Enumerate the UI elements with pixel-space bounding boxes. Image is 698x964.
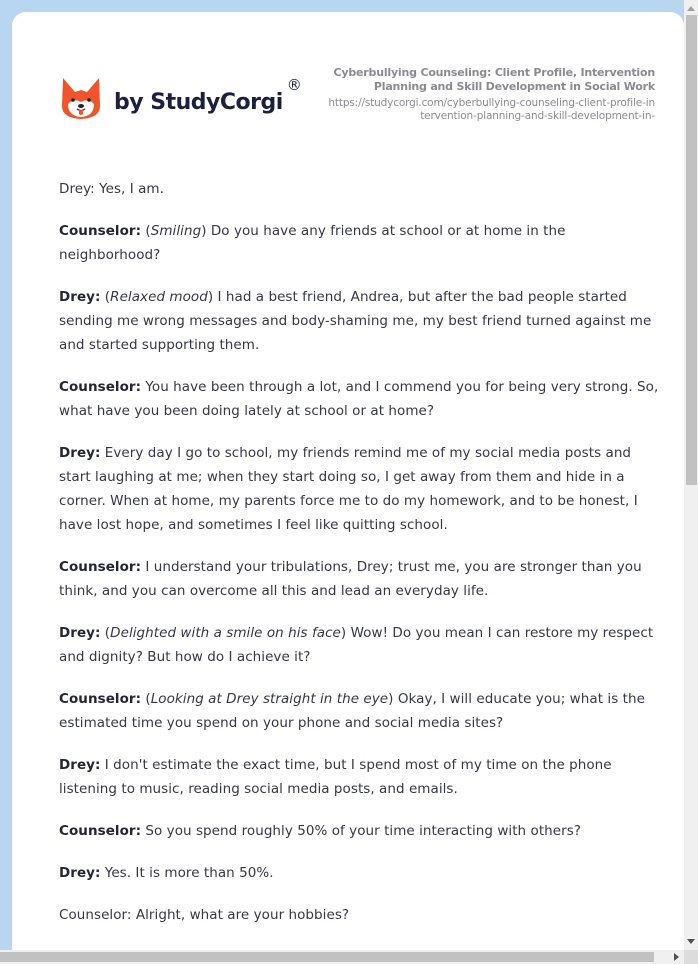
speaker-label: Drey: bbox=[59, 289, 101, 305]
line-text: So you spend roughly 50% of your time interacting with others? bbox=[141, 823, 582, 839]
scroll-up-arrow-icon[interactable] bbox=[687, 6, 695, 11]
scroll-right-arrow-icon[interactable] bbox=[674, 953, 679, 961]
line-text: ) Okay, I will educate you; what is the estimated time you spend on your phone and social media sites? bbox=[59, 691, 645, 731]
dialogue-line bbox=[59, 441, 659, 537]
dialogue-content bbox=[59, 177, 659, 945]
dialogue-line bbox=[59, 903, 659, 927]
paren: ( bbox=[100, 289, 111, 305]
dialogue-line bbox=[59, 555, 659, 603]
registered-mark: ® bbox=[286, 76, 302, 94]
line-text: Every day I go to school, my friends remind me of my social media posts and start laughing at me; when they start doing so, I get away from them and hide in a corner. When at home, my parents force me to do my homework, and to be honest, I have lost hope, and sometimes I feel like quitting school. bbox=[59, 445, 638, 533]
speaker-label: Counselor: bbox=[59, 823, 142, 839]
dialogue-line bbox=[59, 687, 659, 735]
vertical-scroll-thumb[interactable] bbox=[686, 15, 697, 485]
stage-direction: Smiling bbox=[150, 223, 202, 239]
horizontal-scrollbar[interactable] bbox=[0, 950, 684, 964]
speaker-label: Counselor: bbox=[59, 223, 142, 239]
speaker-label: Counselor: bbox=[59, 559, 142, 575]
document-page bbox=[12, 12, 684, 964]
document-url[interactable]: https://studycorgi.com/cyberbullying-counseling-client-profile-intervention-planning-and-skill-development-in- bbox=[328, 97, 655, 122]
speaker-label: Drey: bbox=[59, 445, 101, 461]
dialogue-line bbox=[59, 861, 659, 885]
line-text: I don't estimate the exact time, but I spend most of my time on the phone listening to music, reading social media posts, and emails. bbox=[59, 757, 612, 797]
scroll-down-arrow-icon[interactable] bbox=[687, 939, 695, 944]
document-title: Cyberbullying Counseling: Client Profile, Intervention Planning and Skill Development in Social Work bbox=[333, 66, 655, 93]
page-header bbox=[12, 12, 684, 142]
dialogue-line bbox=[59, 219, 659, 267]
stage-direction: Looking at Drey straight in the eye bbox=[150, 691, 389, 707]
dialogue-line bbox=[59, 621, 659, 669]
speaker-label: Counselor: bbox=[59, 691, 142, 707]
dialogue-line bbox=[59, 177, 659, 201]
scrollbar-corner bbox=[684, 950, 698, 964]
speaker-label: Counselor: bbox=[59, 379, 142, 395]
dialogue-line bbox=[59, 753, 659, 801]
line-text: Drey: Yes, I am. bbox=[59, 181, 164, 197]
line-text: ) Wow! Do you mean I can restore my respect and dignity? But how do I achieve it? bbox=[59, 625, 654, 665]
dialogue-line bbox=[59, 375, 659, 423]
studycorgi-logo[interactable] bbox=[60, 76, 302, 120]
speaker-label: Drey: bbox=[59, 757, 101, 773]
line-text: I understand your tribulations, Drey; trust me, you are stronger than you think, and you can overcome all this and lead an everyday life. bbox=[59, 559, 642, 599]
stage-direction: Delighted with a smile on his face bbox=[110, 625, 341, 641]
speaker-label: Drey: bbox=[59, 865, 101, 881]
dialogue-line bbox=[59, 819, 659, 843]
paren: ( bbox=[100, 625, 111, 641]
document-meta bbox=[325, 66, 655, 123]
horizontal-scroll-thumb[interactable] bbox=[0, 952, 654, 962]
dialogue-line bbox=[59, 285, 659, 357]
paren: ( bbox=[141, 223, 151, 239]
vertical-scrollbar[interactable] bbox=[684, 0, 698, 950]
corgi-logo-icon bbox=[60, 76, 102, 120]
line-text: Yes. It is more than 50%. bbox=[100, 865, 274, 881]
paren: ( bbox=[141, 691, 151, 707]
line-text: ) Do you have any friends at school or at home in the neighborhood? bbox=[59, 223, 566, 263]
logo-text: by StudyCorgi bbox=[114, 89, 283, 115]
line-text: You have been through a lot, and I commend you for being very strong. So, what have you been doing lately at school or at home? bbox=[59, 379, 659, 419]
stage-direction: Relaxed mood bbox=[110, 289, 208, 305]
line-text: ) I had a best friend, Andrea, but after the bad people started sending me wrong messages and body-shaming me, my best friend turned against me and started supporting them. bbox=[59, 289, 652, 353]
line-text: Counselor: Alright, what are your hobbies? bbox=[59, 907, 350, 923]
speaker-label: Drey: bbox=[59, 625, 101, 641]
